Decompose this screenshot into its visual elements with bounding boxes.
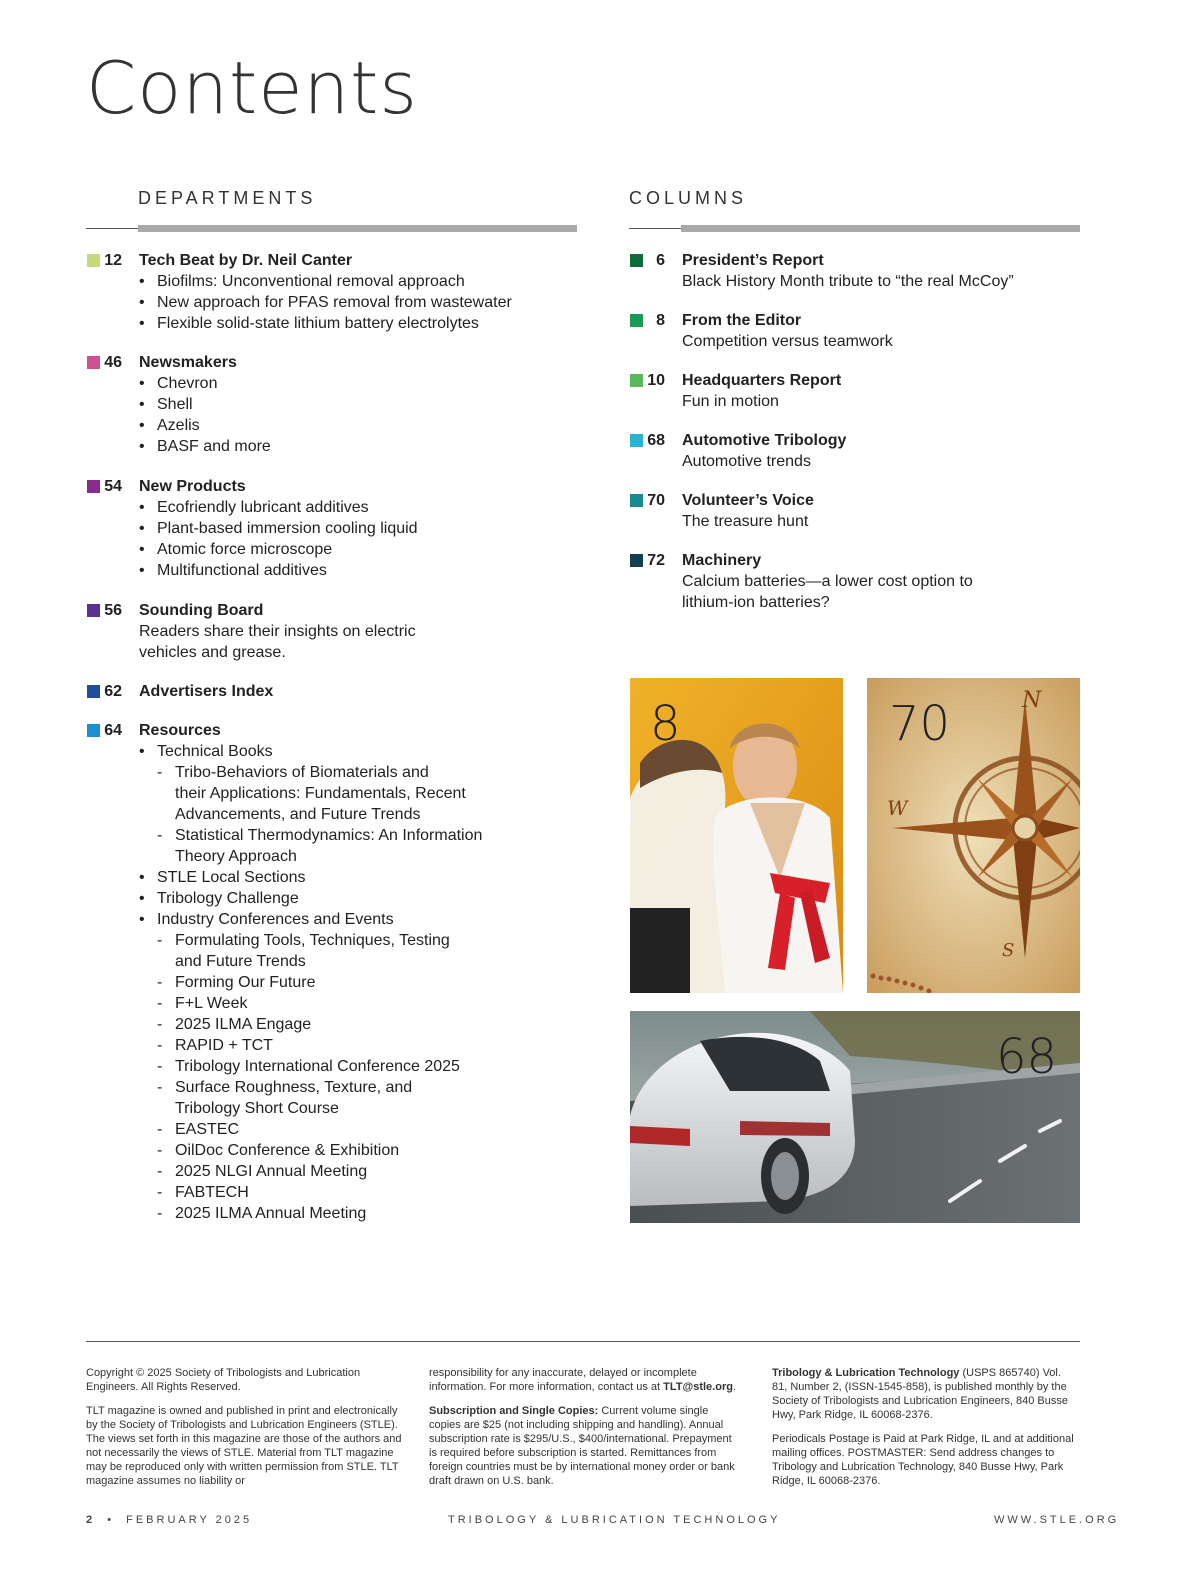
sub-item-continuation: Advancements, and Future Trends bbox=[175, 806, 421, 823]
bullet-item: • New approach for PFAS removal from wastewater bbox=[139, 292, 512, 313]
bullet-item: • Biofilms: Unconventional removal approach bbox=[139, 271, 512, 292]
publication-info-text: Tribology & Lubrication Technology (USPS 865740) Vol. 81, Number 2, (ISSN-1545-858), is published monthly by the Society of Tribologists and Lubrication Engineers, 840 Busse Hwy, Park Ridge, IL 60068-2376. bbox=[772, 1367, 1068, 1421]
sub-item-continuation: and Future Trends bbox=[175, 953, 306, 970]
sub-item: - Forming Our Future bbox=[139, 972, 482, 993]
page-number-label: 70 bbox=[647, 492, 665, 509]
sub-item: - 2025 ILMA Annual Meeting bbox=[139, 1203, 482, 1224]
page-number-label: 56 bbox=[104, 602, 122, 619]
entry-description: The treasure hunt bbox=[682, 513, 809, 530]
issue-date: FEBRUARY 2025 bbox=[126, 1514, 253, 1526]
copyright-text: Copyright © 2025 Society of Tribologists and Lubrication Engineers. All Rights Reserved. bbox=[86, 1367, 361, 1393]
compass-page-number: 70 bbox=[889, 696, 951, 752]
entry-description: Fun in motion bbox=[682, 393, 779, 410]
folio-separator: • bbox=[107, 1514, 115, 1526]
footer-col-1 bbox=[86, 1366, 406, 1498]
page-number-label: 62 bbox=[104, 683, 122, 700]
page-number-label: 68 bbox=[647, 432, 665, 449]
sub-item: - FABTECH bbox=[139, 1182, 482, 1203]
sub-item-continuation: Tribology Short Course bbox=[175, 1100, 339, 1117]
entry-description: Calcium batteries—a lower cost option to bbox=[682, 573, 973, 590]
entry-description: vehicles and grease. bbox=[139, 644, 286, 661]
bullet-item: • STLE Local Sections bbox=[139, 867, 482, 888]
departments-heading: DEPARTMENTS bbox=[138, 188, 317, 208]
sub-item-continuation: their Applications: Fundamentals, Recent bbox=[175, 785, 466, 802]
page-number-label: 12 bbox=[104, 252, 122, 269]
entry-description: Readers share their insights on electric bbox=[139, 623, 416, 640]
entry-title: Volunteer’s Voice bbox=[682, 492, 814, 509]
bullet-item: • Atomic force microscope bbox=[139, 539, 418, 560]
footer-col-2 bbox=[429, 1366, 739, 1498]
entry-title: Headquarters Report bbox=[682, 372, 842, 389]
entry-title: Tech Beat by Dr. Neil Canter bbox=[139, 252, 353, 269]
entry-description: Black History Month tribute to “the real McCoy” bbox=[682, 273, 1014, 290]
bullet-item: • Multifunctional additives bbox=[139, 560, 418, 581]
entry-title: Sounding Board bbox=[139, 602, 264, 619]
bullet-item: • Azelis bbox=[139, 415, 271, 436]
bullet-item: • Industry Conferences and Events bbox=[139, 909, 482, 930]
compass-letter-w: W bbox=[887, 796, 908, 820]
page-number-label: 64 bbox=[104, 722, 122, 739]
sub-item: - 2025 ILMA Engage bbox=[139, 1014, 482, 1035]
contact-email-link[interactable]: TLT@stle.org bbox=[663, 1381, 733, 1393]
publication-name: TRIBOLOGY & LUBRICATION TECHNOLOGY bbox=[448, 1514, 781, 1526]
car-page-number: 68 bbox=[996, 1029, 1058, 1085]
sub-item-continuation: Theory Approach bbox=[175, 848, 297, 865]
bullet-item: • Chevron bbox=[139, 373, 271, 394]
page-number-label: 54 bbox=[104, 478, 122, 495]
sub-item: - Tribo-Behaviors of Biomaterials and bbox=[139, 762, 482, 783]
bullet-item: • Tribology Challenge bbox=[139, 888, 482, 909]
entry-title: President’s Report bbox=[682, 252, 824, 269]
bullet-item: • Plant-based immersion cooling liquid bbox=[139, 518, 418, 539]
page-number-label: 72 bbox=[647, 552, 665, 569]
responsibility-text: responsibility for any inaccurate, delayed or incomplete information. For more information, contact us at TLT@stle.org. bbox=[429, 1367, 737, 1393]
subscription-text: Subscription and Single Copies: Current volume single copies are $25 (not including shipping and handling). Annual subscription rate is $295/U.S., $400/international. Prepayment is required before subscription is started. Remittances from foreign countries must be by international money order or bank draft drawn on U.S. bank. bbox=[429, 1405, 735, 1487]
ownership-text: TLT magazine is owned and published in print and electronically by the Society of Tribologists and Lubrication Engineers (STLE). The views set forth in this magazine are those of the authors and not necessarily the views of STLE. Material from TLT magazine may be reproduced only with written permission from STLE. TLT magazine assumes no liability or bbox=[86, 1405, 402, 1487]
compass-letter-n: N bbox=[1022, 688, 1042, 713]
bullet-item: • Ecofriendly lubricant additives bbox=[139, 497, 418, 518]
sub-item: - Formulating Tools, Techniques, Testing bbox=[139, 930, 482, 951]
sub-item: - EASTEC bbox=[139, 1119, 482, 1140]
karate-page-number: 8 bbox=[650, 696, 681, 752]
entry-title: Advertisers Index bbox=[139, 683, 274, 700]
entry-title: Automotive Tribology bbox=[682, 432, 847, 449]
folio-left bbox=[86, 1514, 252, 1526]
bullet-item: • Technical Books bbox=[139, 741, 482, 762]
page-title: Contents bbox=[86, 46, 418, 130]
website-link[interactable]: WWW.STLE.ORG bbox=[994, 1514, 1120, 1526]
sub-item: - Surface Roughness, Texture, and bbox=[139, 1077, 482, 1098]
bullet-item: • BASF and more bbox=[139, 436, 271, 457]
karate-photo bbox=[630, 678, 843, 993]
car-photo bbox=[630, 1011, 1080, 1223]
page-number-label: 10 bbox=[647, 372, 665, 389]
entry-title: From the Editor bbox=[682, 312, 802, 329]
compass-letter-s: S bbox=[1002, 940, 1015, 961]
sub-item: - Tribology International Conference 2025 bbox=[139, 1056, 482, 1077]
departments-rule bbox=[86, 225, 577, 232]
footer-col-3 bbox=[772, 1366, 1077, 1498]
sub-item: - RAPID + TCT bbox=[139, 1035, 482, 1056]
compass-photo bbox=[867, 678, 1080, 993]
page-number-label: 6 bbox=[656, 252, 665, 269]
sub-item: - Statistical Thermodynamics: An Information bbox=[139, 825, 482, 846]
entry-title: Resources bbox=[139, 722, 221, 739]
page-number-label: 8 bbox=[656, 312, 665, 329]
entry-description: Competition versus teamwork bbox=[682, 333, 893, 350]
entry-description: lithium-ion batteries? bbox=[682, 594, 830, 611]
columns-rule bbox=[629, 225, 1080, 232]
sub-item: - 2025 NLGI Annual Meeting bbox=[139, 1161, 482, 1182]
entry-description: Automotive trends bbox=[682, 453, 811, 470]
columns-heading: COLUMNS bbox=[629, 188, 748, 208]
entry-title: New Products bbox=[139, 478, 246, 495]
bullet-item: • Flexible solid-state lithium battery electrolytes bbox=[139, 313, 512, 334]
sub-item: - OilDoc Conference & Exhibition bbox=[139, 1140, 482, 1161]
entry-title: Newsmakers bbox=[139, 354, 237, 371]
bullet-item: • Shell bbox=[139, 394, 271, 415]
entry-title: Machinery bbox=[682, 552, 762, 569]
postage-text: Periodicals Postage is Paid at Park Ridge, IL and at additional mailing offices. POSTMASTER: Send address changes to Tribology and Lubrication Technology, 840 Busse Hwy, Park Ridge, IL 60068-2376. bbox=[772, 1433, 1074, 1487]
footer-rule bbox=[86, 1341, 1080, 1342]
page-number-label: 46 bbox=[104, 354, 122, 371]
sub-item: - F+L Week bbox=[139, 993, 482, 1014]
page-number: 2 bbox=[86, 1514, 96, 1526]
